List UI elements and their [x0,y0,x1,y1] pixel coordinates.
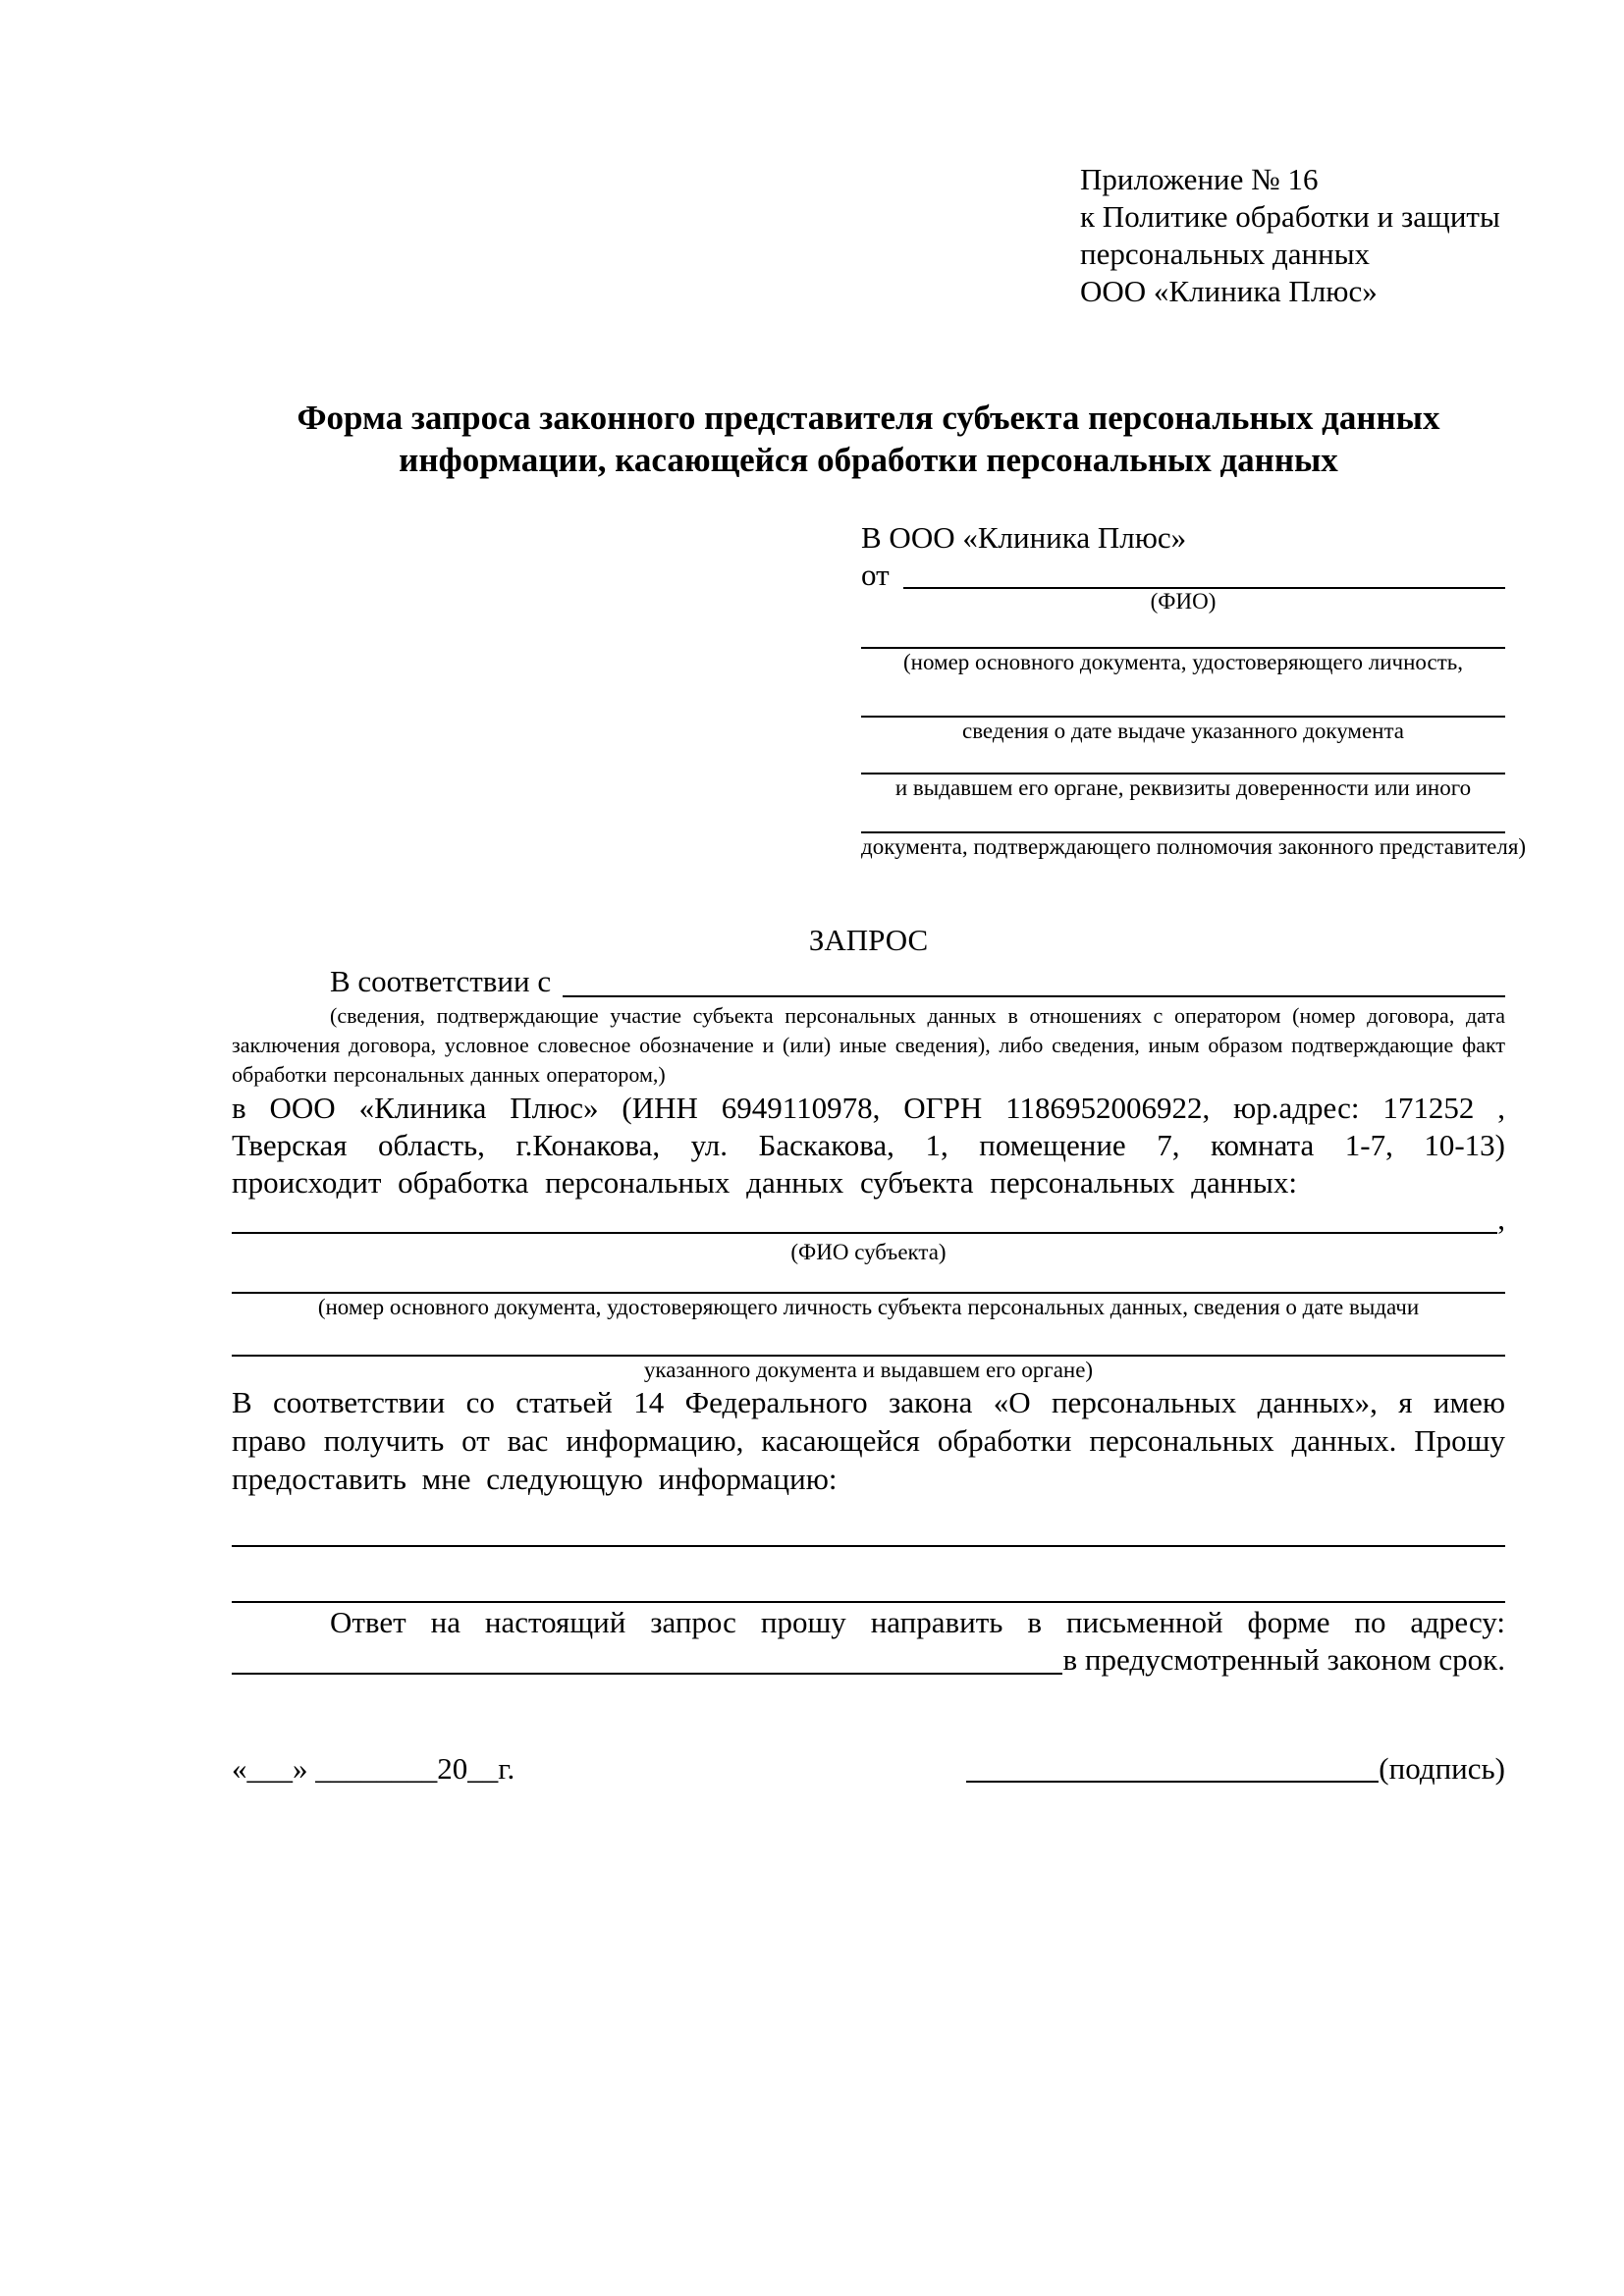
signature-group [966,1749,1505,1788]
reply-address-line [232,1641,1505,1678]
header-line-3: персональных данных [1080,237,1371,271]
caption-subject-document-issuer: указанного документа и выдавшем его органе) [643,1358,1094,1382]
appendix-header [1080,161,1500,310]
addressee-organization: В ООО «Клиника Плюс» [861,520,1187,555]
request-section [232,921,1505,1788]
caption-document-number: (номер основного документа, удостоверяющего личность, [902,650,1463,674]
signature-row [232,1749,1505,1788]
caption-subject-document-number: (номер основного документа, удостоверяющего личность субъекта персональных данных, сведения о дате выдачи [317,1295,1420,1319]
reply-paragraph: Ответ на настоящий запрос прошу направить в письменной форме по адресу: [330,1605,1505,1639]
signature-blank[interactable] [966,1781,1379,1783]
basis-blank[interactable] [563,995,1505,997]
caption-issuing-authority: и выдавшем его органе, реквизиты доверенности или иного [894,775,1472,800]
basis-line [232,963,1505,1000]
trailing-comma: , [1497,1201,1505,1236]
basis-label: В соответствии с [330,964,552,998]
caption-fio: (ФИО) [1150,589,1217,614]
reply-address-blank[interactable] [232,1673,1062,1675]
from-label: от [861,558,890,592]
title-line-1: Форма запроса законного представителя субъекта персональных данных [297,399,1440,437]
requested-info-blank-1[interactable] [232,1545,1505,1547]
caption-subject-fio: (ФИО субъекта) [790,1240,947,1264]
law-paragraph: В соответствии со статьей 14 Федерального закона «О персональных данных», я имею право получить от вас информацию, касающейся обработки персональных данных. Прошу предоставить мне следующую информацию: [232,1385,1505,1496]
header-line-1: Приложение № 16 [1080,162,1319,196]
title-line-2: информации, касающейся обработки персональных данных [399,441,1338,479]
date-blank[interactable]: «___» ________20__г. [232,1751,515,1786]
basis-footnote: (сведения, подтверждающие участие субъекта персональных данных в отношениях с оператором (номер договора, дата заключения договора, условное словесное обозначение и (или) иные сведения), либо сведения, иным образом подтверждающие факт обработки персональных данных оператором,) [232,1003,1505,1087]
reply-suffix: в предусмотренный законом срок. [1062,1642,1505,1677]
subject-name-blank[interactable] [232,1232,1497,1234]
addressee-block [861,518,1527,860]
from-line [861,559,1505,592]
subject-name-line [232,1201,1505,1237]
request-heading: ЗАПРОС [808,923,929,957]
signature-caption: (подпись) [1379,1751,1505,1786]
caption-authority-document: документа, подтверждающего полномочия законного представителя) [861,834,1527,859]
operator-paragraph: в ООО «Клиника Плюс» (ИНН 6949110978, ОГРН 1186952006922, юр.адрес: 171252 , Тверская область, г.Конакова, ул. Баскакова, 1, помещение 7, комната 1-7, 10-13) происходит обработка персональных данных субъекта персональных данных: [232,1091,1505,1200]
header-line-2: к Политике обработки и защиты [1080,199,1500,234]
caption-issue-date: сведения о дате выдаче указанного документа [961,719,1405,743]
header-line-4: ООО «Клиника Плюс» [1080,274,1378,308]
document-title [232,397,1505,481]
